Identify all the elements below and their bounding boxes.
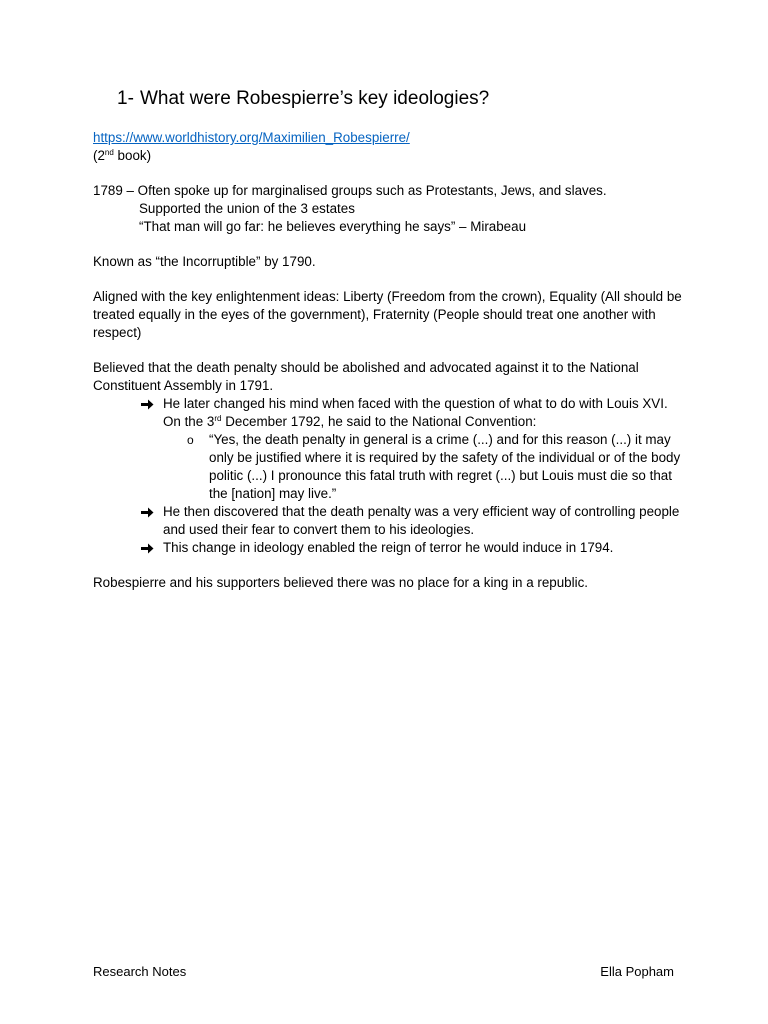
notes-body <box>93 129 683 592</box>
list-item: He later changed his mind when faced with the question of what to do with Louis XVI. On the 3rd December 1792, he said to the National Convention: o “Yes, the death penalty in general is a crime (...) and for this reason (...) it may only be justified where it is required by the safety of the individual or of the body politic (...) I pronounce this fatal truth with regret (...) but Louis must die so that the [nation] may live.” <box>93 395 683 503</box>
death-penalty-points <box>93 395 683 557</box>
footer-author: Ella Popham <box>600 964 674 979</box>
circle-bullet-icon: o <box>187 433 194 447</box>
footer-left-text: Research Notes <box>93 964 187 979</box>
question-text: What were Robespierre’s key ideologies? <box>140 88 490 109</box>
arrow-right-icon <box>141 539 155 557</box>
arrow-right-icon <box>141 395 155 413</box>
question-number: 1- <box>117 88 134 109</box>
source-link[interactable]: https://www.worldhistory.org/Maximilien_Robespierre/ <box>93 130 410 145</box>
quote-item <box>93 431 683 503</box>
list-item: This change in ideology enabled the reign of terror he would induce in 1794. <box>93 539 683 557</box>
robespierre-quote: “Yes, the death penalty in general is a crime (...) and for this reason (...) it may only be justified where it is required by the safety of the individual or of the body politic (...) I pronounce this fatal truth with regret (...) but Louis must die so that the [nation] may live.” <box>209 432 681 501</box>
list-item: He then discovered that the death penalty was a very efficient way of controlling people and used their fear to convert them to his ideologies. <box>93 503 683 539</box>
question-heading <box>117 86 489 112</box>
estates-line: Supported the union of the 3 estates <box>139 201 355 216</box>
conclusion-paragraph: Robespierre and his supporters believed there was no place for a king in a republic. <box>93 575 588 590</box>
mirabeau-quote: “That man will go far: he believes everything he says” – Mirabeau <box>139 219 527 234</box>
ordinal-suffix: rd <box>214 414 222 423</box>
enlightenment-paragraph: Aligned with the key enlightenment ideas: Liberty (Freedom from the crown), Equality (All should be treated equally in the eyes of the government), Fraternity (People should treat one another with respect) <box>93 289 682 340</box>
known-as-line: Known as “the Incorruptible” by 1790. <box>93 254 316 269</box>
ordinal-suffix: nd <box>104 148 114 157</box>
source-link-line <box>93 129 683 147</box>
source-note: (2nd book) <box>93 148 152 163</box>
death-penalty-intro: Believed that the death penalty should be abolished and advocated against it to the National Constituent Assembly in 1791. <box>93 360 639 393</box>
year-1789-line: 1789 – Often spoke up for marginalised groups such as Protestants, Jews, and slaves. <box>93 183 607 198</box>
arrow-right-icon <box>141 503 155 521</box>
